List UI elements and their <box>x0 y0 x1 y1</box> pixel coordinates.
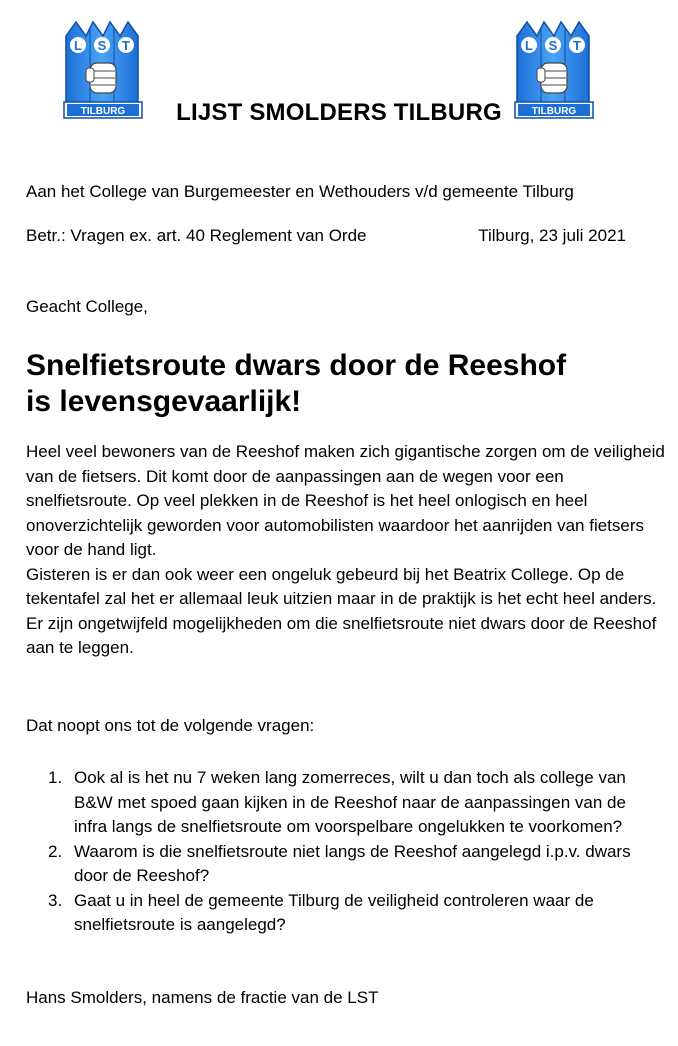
logo-letter: S <box>97 38 107 53</box>
question-item <box>48 766 648 840</box>
letter-body <box>26 440 666 661</box>
headline-line: is levensgevaarlijk! <box>26 385 302 418</box>
logo-letter: T <box>122 38 130 53</box>
logo-letter: L <box>74 38 82 53</box>
salutation: Geacht College, <box>26 297 148 316</box>
questions-intro: Dat noopt ons tot de volgende vragen: <box>26 716 315 735</box>
question-number: 2. <box>48 841 63 861</box>
question-text: Waarom is die snelfietsroute niet langs de Reeshof aangelegd i.p.v. dwars door de Reeshof? <box>74 841 631 885</box>
question-list <box>48 766 648 938</box>
subject-line: Betr.: Vragen ex. art. 40 Reglement van Orde <box>26 226 367 245</box>
question-number: 1. <box>48 768 63 787</box>
body-paragraph: Gisteren is er dan ook weer een ongeluk gebeurd bij het Beatrix College. Op de tekentafel zal het er allemaal leuk uitzien maar in de praktijk is het echt heel anders. <box>26 564 657 608</box>
headline-line: Snelfietsroute dwars door de Reeshof <box>26 349 567 382</box>
logo-city: TILBURG <box>80 106 126 117</box>
fist-icon <box>537 63 567 93</box>
question-item <box>48 840 648 889</box>
question-item <box>48 889 648 938</box>
fist-icon <box>86 63 116 93</box>
headline <box>26 348 656 420</box>
question-text: Ook al is het nu 7 weken lang zomerreces, wilt u dan toch als college van B&W met spoed gaan kijken in de Reeshof naar de aanpassingen van de infra langs de snelfietsroute om voorspelbare ongelukken te voorkomen? <box>74 768 626 836</box>
place-date: Tilburg, 23 juli 2021 <box>478 226 626 245</box>
logo-letter: S <box>548 38 558 53</box>
logo-letter: T <box>573 38 581 53</box>
logo-letter: L <box>525 38 533 53</box>
body-paragraph: Er zijn ongetwijfeld mogelijkheden om die snelfietsroute niet dwars door de Reeshof aan te leggen. <box>26 613 657 657</box>
signature: Hans Smolders, namens de fractie van de LST <box>26 988 379 1007</box>
recipient-line: Aan het College van Burgemeester en Wethouders v/d gemeente Tilburg <box>26 182 574 201</box>
question-text: Gaat u in heel de gemeente Tilburg de veiligheid controleren waar de snelfietsroute is aangelegd? <box>74 890 594 934</box>
org-title: LIJST SMOLDERS TILBURG <box>176 99 502 126</box>
logo-city: TILBURG <box>531 106 577 117</box>
question-number: 3. <box>48 890 63 910</box>
body-paragraph: Heel veel bewoners van de Reeshof maken zich gigantische zorgen om de veiligheid van de fietsers. Dit komt door de aanpassingen aan de wegen voor een snelfietsroute. Op veel plekken in de Reeshof is het heel onlogisch en heel onoverzichtelijk geworden voor automobilisten waardoor het aanrijden van fietsers voor de hand ligt. <box>26 442 665 559</box>
